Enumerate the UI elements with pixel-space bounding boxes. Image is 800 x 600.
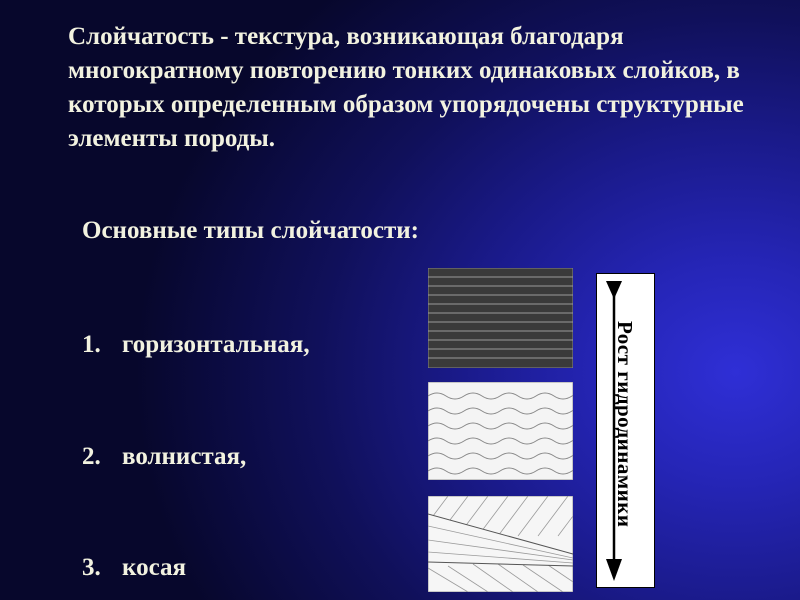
type-label: волнистая, (122, 443, 247, 470)
type-item-oblique (82, 551, 186, 585)
growth-axis-label: Рост гидродинамики (613, 320, 637, 528)
wavy-lamination-pattern (428, 382, 573, 480)
oblique-lamination-pattern (428, 496, 573, 592)
definition-text: Слойчатость - текстура, возникающая благодаря многократному повторению тонких одинаковых слойков, в которых определенным образом упорядочены структурные элементы породы. (68, 23, 744, 152)
type-number: 3. (82, 554, 101, 581)
type-label: косая (122, 554, 187, 581)
horizontal-lamination-pattern (428, 268, 573, 368)
type-number: 2. (82, 443, 101, 470)
type-item-horizontal (82, 328, 310, 362)
type-label: горизонтальная, (122, 331, 310, 358)
type-item-wavy (82, 440, 246, 474)
type-number: 1. (82, 331, 101, 358)
types-heading: Основные типы слойчатости: (82, 217, 419, 244)
